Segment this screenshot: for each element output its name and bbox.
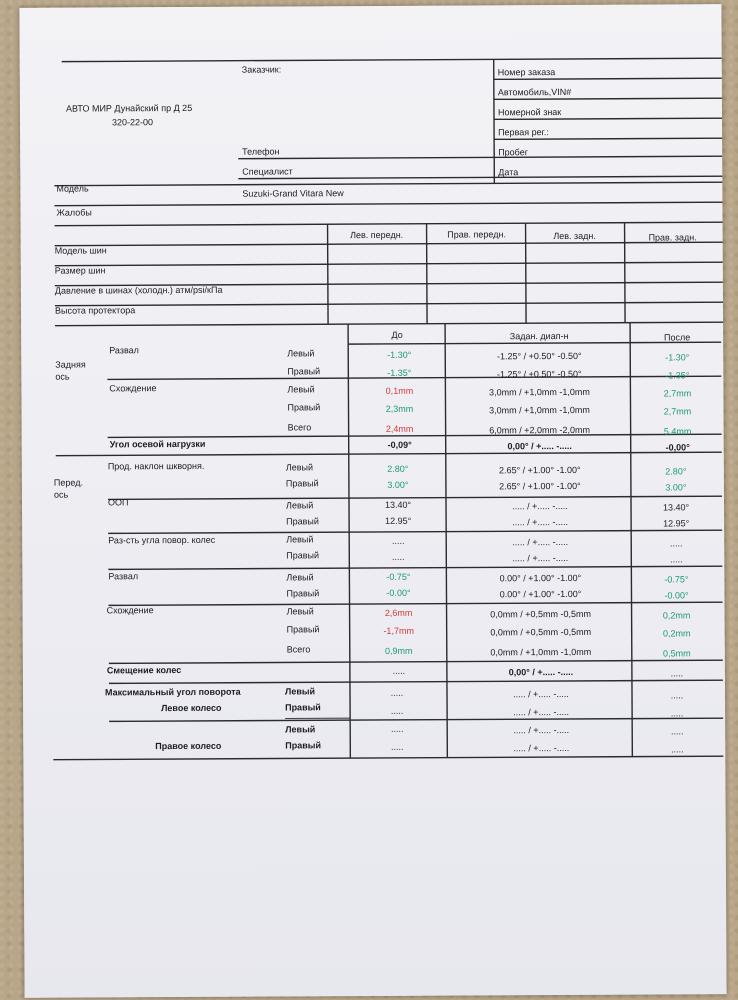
front-kpi-left-spec: ..... / +..... -.....: [512, 500, 568, 512]
front-toe-out-right-side: Правый: [286, 550, 320, 561]
max-turn-row-2-before: .....: [390, 705, 404, 716]
setback-spec: 0,00° / +..... -.....: [508, 666, 574, 678]
plate-number-label: Номерной знак: [497, 107, 562, 118]
max-turn-row-1-after: .....: [670, 690, 684, 701]
front-toe-out-right-after: .....: [670, 554, 683, 565]
front-toe-total-after: 0,5mm: [663, 648, 691, 659]
max-turn-row-2-spec: ..... / +..... -.....: [513, 706, 570, 718]
front-caster-right-side: Правый: [285, 478, 319, 489]
max-turn-row-4-spec: ..... / +..... -.....: [513, 742, 570, 754]
max-turn-row-2-side: Правый: [285, 702, 321, 713]
max-turn-row-4-after: .....: [671, 744, 684, 755]
rear-camber-left-after: -1.30°: [665, 352, 690, 363]
mileage-label: Пробег: [498, 147, 529, 158]
complaints-label: Жалобы: [56, 207, 92, 218]
front-toe-left-side: Левый: [286, 606, 314, 617]
front-caster-label: Прод. наклон шкворня.: [107, 460, 205, 472]
front-caster-right-before: 3.00°: [387, 479, 409, 490]
max-turn-label: Максимальный угол поворота: [104, 686, 241, 698]
rear-camber-left-spec: -1.25° / +0.50° -0.50°: [496, 350, 582, 362]
front-toe-left-spec: 0,0mm / +0,5mm -0,5mm: [490, 608, 592, 620]
rear-toe-left-after: 2,7mm: [663, 388, 692, 399]
tire-col-front-right: Прав. передн.: [447, 229, 506, 240]
tire-col-rear-right: Прав. задн.: [648, 232, 697, 243]
front-kpi-left-side: Левый: [285, 500, 314, 511]
front-axle-label: Перед.: [53, 477, 83, 488]
rear-toe-left-before: 0,1mm: [385, 385, 414, 396]
front-camber-right-before: -0.00°: [386, 587, 411, 598]
rear-camber-right-after: -1.35°: [665, 370, 690, 381]
front-caster-left-before: 2.80°: [387, 463, 409, 474]
tire-row-size: Размер шин: [54, 265, 106, 276]
model-value: Suzuki-Grand Vitara New: [242, 188, 344, 199]
front-caster-right-spec: 2.65° / +1.00° -1.00°: [499, 480, 581, 492]
front-toe-out-label: Раз-сть угла повор. колес: [108, 534, 216, 546]
front-kpi-right-after: 12.95°: [663, 518, 690, 529]
front-camber-left-spec: 0.00° / +1.00° -1.00°: [499, 572, 582, 584]
front-toe-out-left-after: .....: [669, 538, 683, 549]
front-caster-right-after: 3.00°: [665, 482, 687, 493]
rear-toe-total-after: 5,4mm: [663, 426, 692, 437]
rear-toe-right-after: 2,7mm: [663, 406, 692, 417]
rear-toe-right-side: Правый: [287, 402, 321, 413]
rear-camber-right-side: Правый: [287, 366, 321, 377]
rear-toe-left-side: Левый: [287, 384, 315, 395]
tire-col-front-left: Лев. передн.: [350, 229, 404, 241]
front-toe-left-after: 0,2mm: [662, 610, 691, 621]
max-turn-row-4-side: Правый: [285, 740, 322, 751]
front-toe-right-spec: 0,0mm / +0,5mm -0,5mm: [490, 626, 592, 638]
front-toe-label: Схождение: [106, 605, 154, 616]
max-turn-right-wheel: Правое колесо: [155, 740, 222, 752]
front-toe-right-side: Правый: [286, 624, 320, 635]
rear-toe-right-spec: 3,0mm / +1,0mm -1,0mm: [489, 404, 590, 416]
front-camber-right-spec: 0.00° / +1.00° -1.00°: [499, 588, 582, 600]
front-camber-label: Развал: [108, 571, 139, 582]
front-kpi-label: ООП: [107, 497, 129, 508]
col-spec-header: Задан. диап-н: [509, 330, 569, 342]
rear-toe-right-before: 2,3mm: [385, 403, 414, 414]
setback-after: .....: [670, 668, 684, 679]
max-turn-row-3-before: .....: [390, 723, 404, 734]
tire-row-pressure: Давление в шинах (холодн.) атм/psi/кПа: [54, 284, 223, 296]
rear-thrust-spec: 0,00° / +..... -.....: [507, 440, 572, 452]
front-kpi-right-before: 12.95°: [385, 515, 412, 526]
rear-thrust-label: Угол осевой нагрузки: [109, 438, 206, 450]
front-toe-out-left-spec: ..... / +..... -.....: [512, 536, 569, 548]
front-toe-total-before: 0,9mm: [385, 645, 413, 656]
alignment-report-sheet: [19, 4, 726, 998]
rear-axle-label: Задняя: [55, 359, 86, 370]
rear-toe-total-side: Всего: [287, 422, 312, 433]
front-toe-out-right-spec: ..... / +..... -.....: [512, 552, 569, 564]
front-caster-left-side: Левый: [285, 462, 314, 473]
rear-thrust-after: -0,00°: [665, 442, 690, 453]
phone-label: Телефон: [242, 146, 280, 157]
max-turn-row-1-spec: ..... / +..... -.....: [513, 688, 569, 700]
front-caster-left-after: 2.80°: [665, 466, 687, 477]
first-registration-label: Первая рег.:: [498, 127, 549, 138]
rear-toe-total-spec: 6,0mm / +2,0mm -2,0mm: [489, 424, 591, 436]
front-axle-label-2: ось: [53, 489, 69, 500]
front-camber-right-side: Правый: [286, 588, 320, 599]
front-toe-total-spec: 0,0mm / +1,0mm -1,0mm: [490, 646, 592, 658]
setback-label: Смещение колес: [106, 665, 182, 676]
rear-camber-right-spec: -1.25° / +0.50° -0.50°: [497, 368, 582, 380]
company-phone: 320-22-00: [111, 117, 154, 128]
max-turn-row-4-before: .....: [391, 741, 404, 752]
max-turn-row-3-side: Левый: [285, 724, 316, 735]
car-vin-label: Автомобиль,VIN#: [497, 86, 572, 98]
front-toe-out-left-before: .....: [391, 535, 405, 546]
rear-camber-left-side: Левый: [287, 348, 315, 359]
col-before-header: До: [391, 329, 403, 340]
order-number-label: Номер заказа: [497, 67, 556, 78]
front-camber-left-after: -0.75°: [664, 574, 689, 585]
front-toe-right-after: 0,2mm: [662, 628, 691, 639]
rear-camber-left-before: -1.30°: [387, 349, 412, 360]
max-turn-row-3-spec: ..... / +..... -.....: [513, 724, 570, 736]
front-camber-left-side: Левый: [286, 572, 314, 583]
rear-camber-label: Развал: [109, 345, 139, 356]
front-kpi-right-side: Правый: [286, 516, 319, 527]
rear-thrust-before: -0,09°: [387, 439, 412, 450]
setback-before: .....: [392, 665, 406, 676]
rear-toe-left-spec: 3,0mm / +1,0mm -1,0mm: [489, 386, 590, 398]
max-turn-row-1-before: .....: [390, 687, 404, 698]
tire-row-model: Модель шин: [54, 245, 107, 256]
company-name: АВТО МИР Дунайский пр Д 25: [65, 102, 193, 114]
rear-toe-total-before: 2,4mm: [385, 423, 414, 434]
rear-axle-label-2: ось: [55, 371, 70, 382]
specialist-label: Специалист: [242, 166, 293, 177]
front-toe-out-right-before: .....: [392, 551, 405, 562]
front-camber-left-before: -0.75°: [386, 571, 411, 582]
front-toe-total-side: Всего: [286, 644, 311, 655]
tire-row-tread: Высота протектора: [54, 305, 136, 316]
max-turn-row-1-side: Левый: [284, 686, 316, 697]
date-label: Дата: [498, 167, 519, 178]
rear-camber-right-before: -1.35°: [387, 367, 412, 378]
front-toe-left-before: 2,6mm: [384, 607, 413, 618]
tire-col-rear-left: Лев. задн.: [553, 230, 596, 242]
front-toe-out-left-side: Левый: [286, 534, 314, 545]
front-kpi-left-before: 13.40°: [384, 499, 412, 510]
model-label: Модель: [56, 183, 89, 194]
rear-toe-label: Схождение: [109, 383, 157, 394]
front-kpi-right-spec: ..... / +..... -.....: [512, 516, 569, 528]
customer-label: Заказчик:: [241, 64, 282, 75]
front-caster-left-spec: 2.65° / +1.00° -1.00°: [499, 464, 581, 476]
front-toe-right-before: -1,7mm: [383, 625, 414, 636]
front-kpi-left-after: 13.40°: [662, 502, 690, 513]
max-turn-row-3-after: .....: [670, 726, 684, 737]
max-turn-left-wheel: Левое колесо: [161, 702, 222, 714]
col-after-header: После: [664, 332, 691, 343]
max-turn-row-2-after: .....: [670, 708, 684, 719]
front-camber-right-after: -0.00°: [664, 590, 689, 601]
